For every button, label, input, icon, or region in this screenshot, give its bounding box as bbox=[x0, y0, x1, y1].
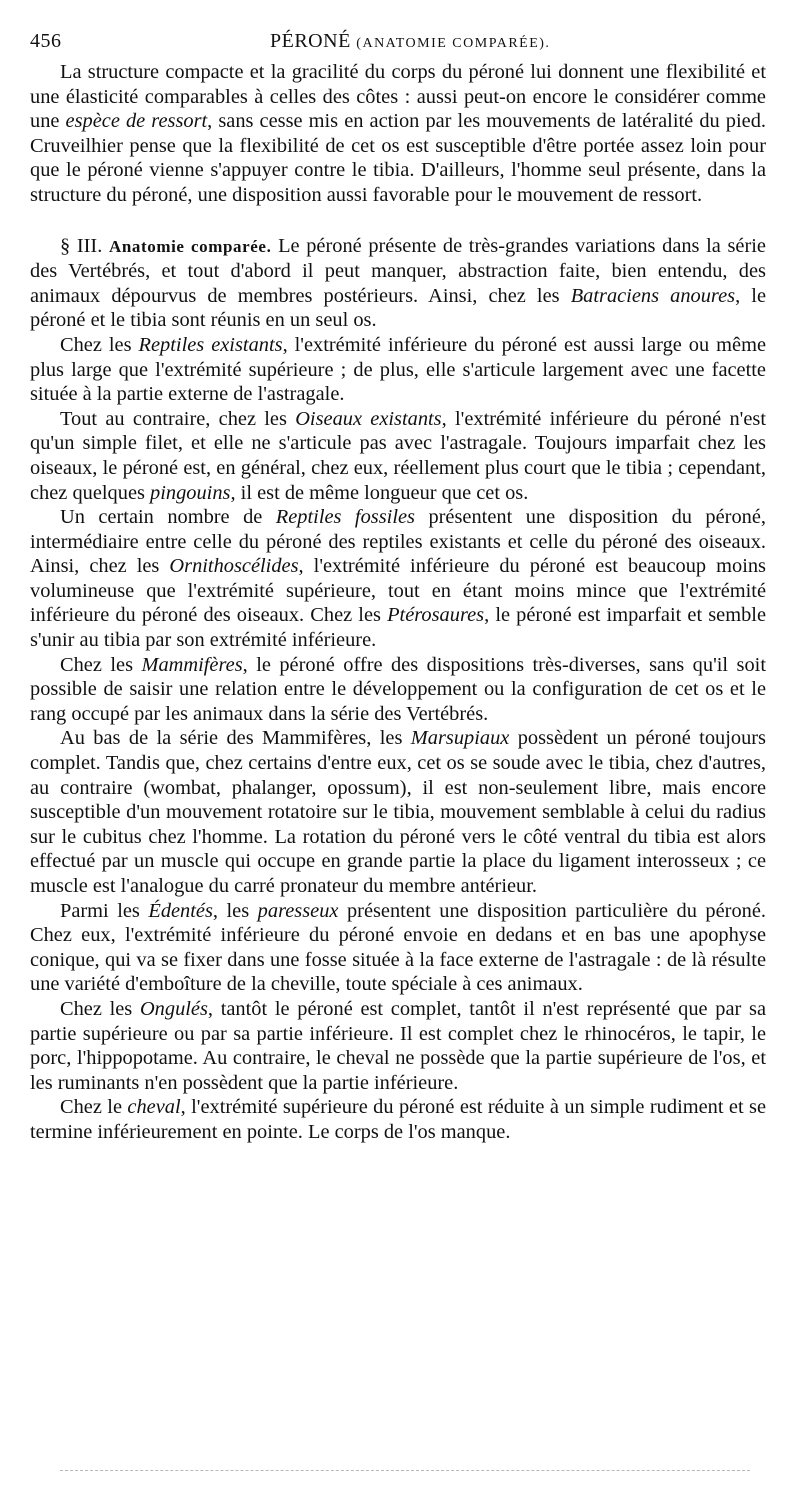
italic-term: Oiseaux existants bbox=[295, 407, 442, 430]
text-run: Parmi les bbox=[60, 899, 149, 922]
italic-term: paresseux bbox=[257, 899, 339, 922]
italic-term: Batraciens anoures bbox=[570, 284, 736, 307]
text-run: Chez les bbox=[60, 333, 139, 356]
text-run: Le péroné présente de très-grandes variations dans la série des Vertébrés, et tout d'abord il peut manquer, abstraction faite, bien entendu, des animaux dépourvus de membres postérieurs. Ainsi, chez les bbox=[30, 234, 766, 307]
text-run: , l'extrémité inférieure du péroné n'est qu'un simple filet, et elle ne s'articule pas avec l'astragale. Toujours imparfait chez les oiseaux, le péroné est, en général, chez eux, réellement plus court que le tibia ; cependant, chez quelques bbox=[30, 407, 766, 504]
section-heading: Anatomie comparée. bbox=[108, 236, 272, 256]
italic-term: pingouins bbox=[150, 481, 231, 504]
italic-term: Édentés bbox=[148, 899, 213, 922]
text-run: possèdent un péroné toujours complet. Tandis que, chez certains d'entre eux, cet os se soude avec le tibia, chez d'autres, au contraire (wombat, phalanger, opossum), il est non-seulement libre, mais encore susceptible d'un mouvement rotatoire sur le tibia, mouvement semblable à celui du radius sur le cubitus chez l'homme. La rotation du péroné vers le côté ventral du tibia est alors effectué par un muscle qui occupe en grande partie la place du ligament interosseux ; ce muscle est l'analogue du carré pronateur du membre antérieur. bbox=[30, 727, 766, 897]
text-run: , le péroné est imparfait et semble s'unir au tibia par son extrémité inférieure. bbox=[30, 604, 766, 652]
paragraph-section-heading bbox=[30, 234, 766, 333]
running-header bbox=[30, 28, 766, 60]
text-run: , l'extrémité inférieure du péroné est beaucoup moins volumineuse que l'extrémité supérieure, tout en étant moins mince que l'extrémité inférieure du péroné des oiseaux. Chez les bbox=[30, 555, 766, 627]
text-run: présentent une disposition particulière du péroné. Chez eux, l'extrémité inférieure du péroné envoie en dedans et en bas une apophyse conique, qui va se fixer dans une fosse située à la face externe de l'astragale : de là résulte une variété d'emboîture de la cheville, toute spéciale à ces animaux. bbox=[30, 899, 766, 996]
text-run: , sans cesse mis en action par les mouvements de latéralité du pied. Cruveilhier pense que la flexibilité de cet os est susceptible d'être portée assez loin pour que le péroné vienne s'appuyer contre le tibia. D'ailleurs, l'homme seul présente, dans la structure du péroné, une disposition aussi favorable pour le mouvement de ressort. bbox=[30, 110, 766, 206]
text-run: , l'extrémité supérieure du péroné est réduite à un simple rudiment et se termine inférieurement en pointe. Le corps de l'os manque. bbox=[30, 1096, 766, 1143]
footer-rule bbox=[60, 1470, 750, 1471]
section-number: § III. bbox=[60, 234, 103, 257]
text-run: Un certain nombre de bbox=[60, 506, 276, 529]
text-run: , le péroné offre des dispositions très-diverses, sans qu'il soit possible de saisir une relation entre le développement ou la configuration de cet os et le rang occupé par les animaux dans la série des Vertébrés. bbox=[30, 653, 766, 725]
paragraph-ongules bbox=[30, 997, 766, 1095]
paragraph-reptiles-fossiles bbox=[30, 505, 766, 653]
page-number: 456 bbox=[30, 30, 62, 52]
paragraph-oiseaux bbox=[30, 407, 766, 505]
text-run: , tantôt le péroné est complet, tantôt il n'est représenté que par sa partie supérieure ou par sa partie inférieure. Il est complet chez le rhinocéros, le tapir, le porc, l'hippopotame. Au contraire, le cheval ne possède que la partie supérieure de l'os, et les ruminants n'en possèdent que la partie inférieure. bbox=[30, 997, 766, 1094]
italic-term: espèce de ressort bbox=[65, 110, 208, 133]
text-run: , l'extrémité inférieure du péroné est aussi large ou même plus large que l'extrémité supérieure ; de plus, elle s'articule largement avec une facette située à la partie externe de l'astragale. bbox=[30, 333, 767, 406]
paragraph-marsupiaux bbox=[30, 726, 766, 898]
text-run: Tout au contraire, chez les bbox=[60, 407, 296, 430]
italic-term: Ongulés bbox=[139, 997, 208, 1020]
paragraph-reptiles bbox=[30, 333, 766, 407]
paragraph-edentes bbox=[30, 899, 766, 997]
running-title bbox=[270, 30, 550, 53]
italic-term: Reptiles existants bbox=[138, 333, 283, 356]
running-title-sub: (ANATOMIE COMPARÉE). bbox=[356, 36, 551, 51]
italic-term: Marsupiaux bbox=[410, 727, 510, 750]
text-run: Chez les bbox=[60, 653, 142, 676]
paragraph-ressort bbox=[30, 60, 766, 208]
italic-term: Ptérosaures bbox=[387, 604, 485, 627]
page bbox=[30, 28, 766, 1145]
running-title-main: PÉRONÉ bbox=[270, 30, 351, 52]
text-run: Chez le bbox=[60, 1096, 128, 1119]
italic-term: Mammifères bbox=[141, 653, 243, 676]
text-run: , les bbox=[212, 899, 258, 922]
paragraph-cheval bbox=[30, 1095, 766, 1144]
text-run: La structure compacte et la gracilité du corps du péroné lui donnent une flexibilité et une élasticité comparables à celles des côtes : aussi peut-on encore le considérer comme une bbox=[30, 61, 766, 133]
text-run: , il est de même longueur que cet os. bbox=[230, 481, 529, 504]
body-text bbox=[30, 60, 766, 1145]
text-run: , le péroné et le tibia sont réunis en un seul os. bbox=[30, 284, 766, 332]
text-run: présentent une disposition du péroné, intermédiaire entre celle du péroné des reptiles existants et celle du péroné des oiseaux. Ainsi, chez les bbox=[30, 506, 767, 578]
italic-term: Ornithoscélides bbox=[169, 555, 299, 578]
italic-term: cheval bbox=[127, 1096, 181, 1119]
paragraph-mammiferes bbox=[30, 653, 766, 727]
text-run: Au bas de la série des Mammifères, les bbox=[60, 727, 411, 750]
text-run: Chez les bbox=[60, 997, 140, 1020]
italic-term: Reptiles fossiles bbox=[275, 506, 415, 529]
